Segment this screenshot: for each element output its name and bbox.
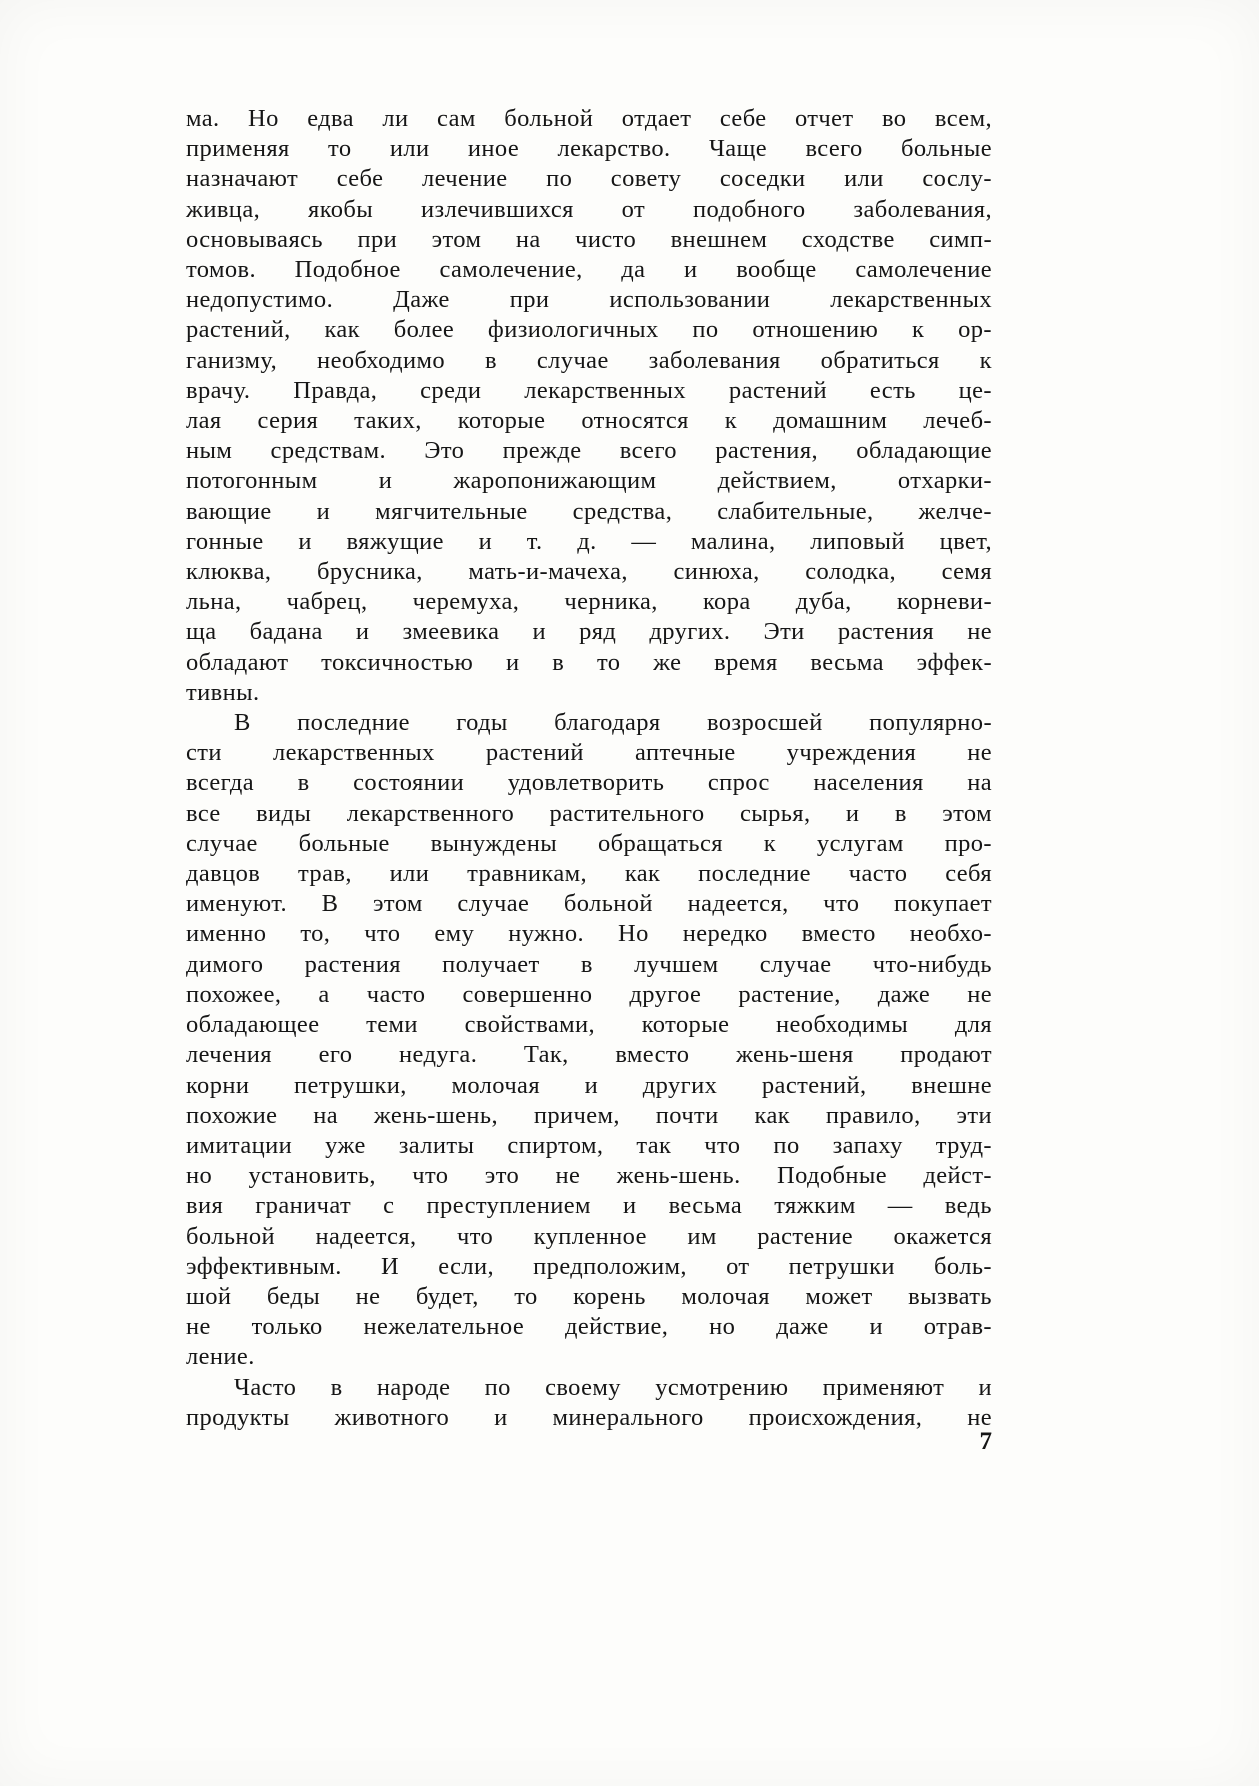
text-line: не только нежелательное действие, но даже и отрав- [186, 1313, 992, 1341]
text-line: продукты животного и минерального происхождения, не [186, 1403, 992, 1431]
text-line: случае больные вынуждены обращаться к услугам про- [186, 829, 992, 857]
text-line: ление. [186, 1343, 255, 1371]
text-line: В последние годы благодаря возросшей популярно- [234, 709, 992, 737]
text-line: но установить, что это не жень-шень. Подобные дейст- [186, 1162, 992, 1190]
text-line: растений, как более физиологичных по отношению к ор- [186, 316, 992, 344]
text-line: сти лекарственных растений аптечные учреждения не [186, 739, 992, 767]
page-text [186, 104, 992, 1433]
text-line: больной надеется, что купленное им растение окажется [186, 1222, 992, 1250]
text-line: врачу. Правда, среди лекарственных растений есть це- [186, 376, 992, 404]
text-line: давцов трав, или травникам, как последние часто себя [186, 860, 992, 888]
text-line: ганизму, необходимо в случае заболевания обратиться к [186, 346, 992, 374]
text-line: все виды лекарственного растительного сырья, и в этом [186, 799, 992, 827]
text-line: именно то, что ему нужно. Но нередко вместо необхо- [186, 920, 992, 948]
text-line: корни петрушки, молочая и других растений, внешне [186, 1071, 992, 1099]
text-line: похожее, а часто совершенно другое растение, даже не [186, 980, 992, 1008]
text-line: клюква, брусника, мать-и-мачеха, синюха, солодка, семя [186, 558, 992, 586]
text-line: томов. Подобное самолечение, да и вообще самолечение [186, 256, 992, 284]
text-line: живца, якобы излечившихся от подобного заболевания, [186, 195, 992, 223]
text-line: назначают себе лечение по совету соседки или сослу- [186, 165, 992, 193]
text-line: льна, чабрец, черемуха, черника, кора дуба, корневи- [186, 588, 992, 616]
text-line: обладающее теми свойствами, которые необходимы для [186, 1011, 992, 1039]
text-line: ным средствам. Это прежде всего растения, обладающие [186, 437, 992, 465]
text-line: лечения его недуга. Так, вместо жень-шеня продают [186, 1041, 992, 1069]
text-line: именуют. В этом случае больной надеется, что покупает [186, 890, 992, 918]
text-line: обладают токсичностью и в то же время весьма эффек- [186, 648, 992, 676]
text-line: лая серия таких, которые относятся к домашним лечеб- [186, 407, 992, 435]
text-line: тивны. [186, 678, 260, 706]
text-line: всегда в состоянии удовлетворить спрос населения на [186, 769, 992, 797]
text-line: шой беды не будет, то корень молочая может вызвать [186, 1282, 992, 1310]
text-line: ща бадана и змеевика и ряд других. Эти растения не [186, 618, 992, 646]
text-line: димого растения получает в лучшем случае что-нибудь [186, 950, 992, 978]
text-line: вия граничат с преступлением и весьма тяжким — ведь [186, 1192, 992, 1220]
text-line: потогонным и жаропонижающим действием, отхарки- [186, 467, 992, 495]
text-line: гонные и вяжущие и т. д. — малина, липовый цвет, [186, 527, 992, 555]
text-line: похожие на жень-шень, причем, почти как правило, эти [186, 1101, 992, 1129]
text-line: применяя то или иное лекарство. Чаще всего больные [186, 135, 992, 163]
text-line: ма. Но едва ли сам больной отдает себе отчет во всем, [186, 105, 992, 132]
text-line: вающие и мягчительные средства, слабительные, желче- [186, 497, 992, 525]
text-line: основываясь при этом на чисто внешнем сходстве симп- [186, 225, 992, 253]
text-line: имитации уже залиты спиртом, так что по запаху труд- [186, 1131, 992, 1159]
text-line: Часто в народе по своему усмотрению применяют и [234, 1373, 992, 1401]
text-line: недопустимо. Даже при использовании лекарственных [186, 286, 992, 314]
text-line: эффективным. И если, предположим, от петрушки боль- [186, 1252, 992, 1280]
page-number: 7 [979, 1428, 992, 1455]
